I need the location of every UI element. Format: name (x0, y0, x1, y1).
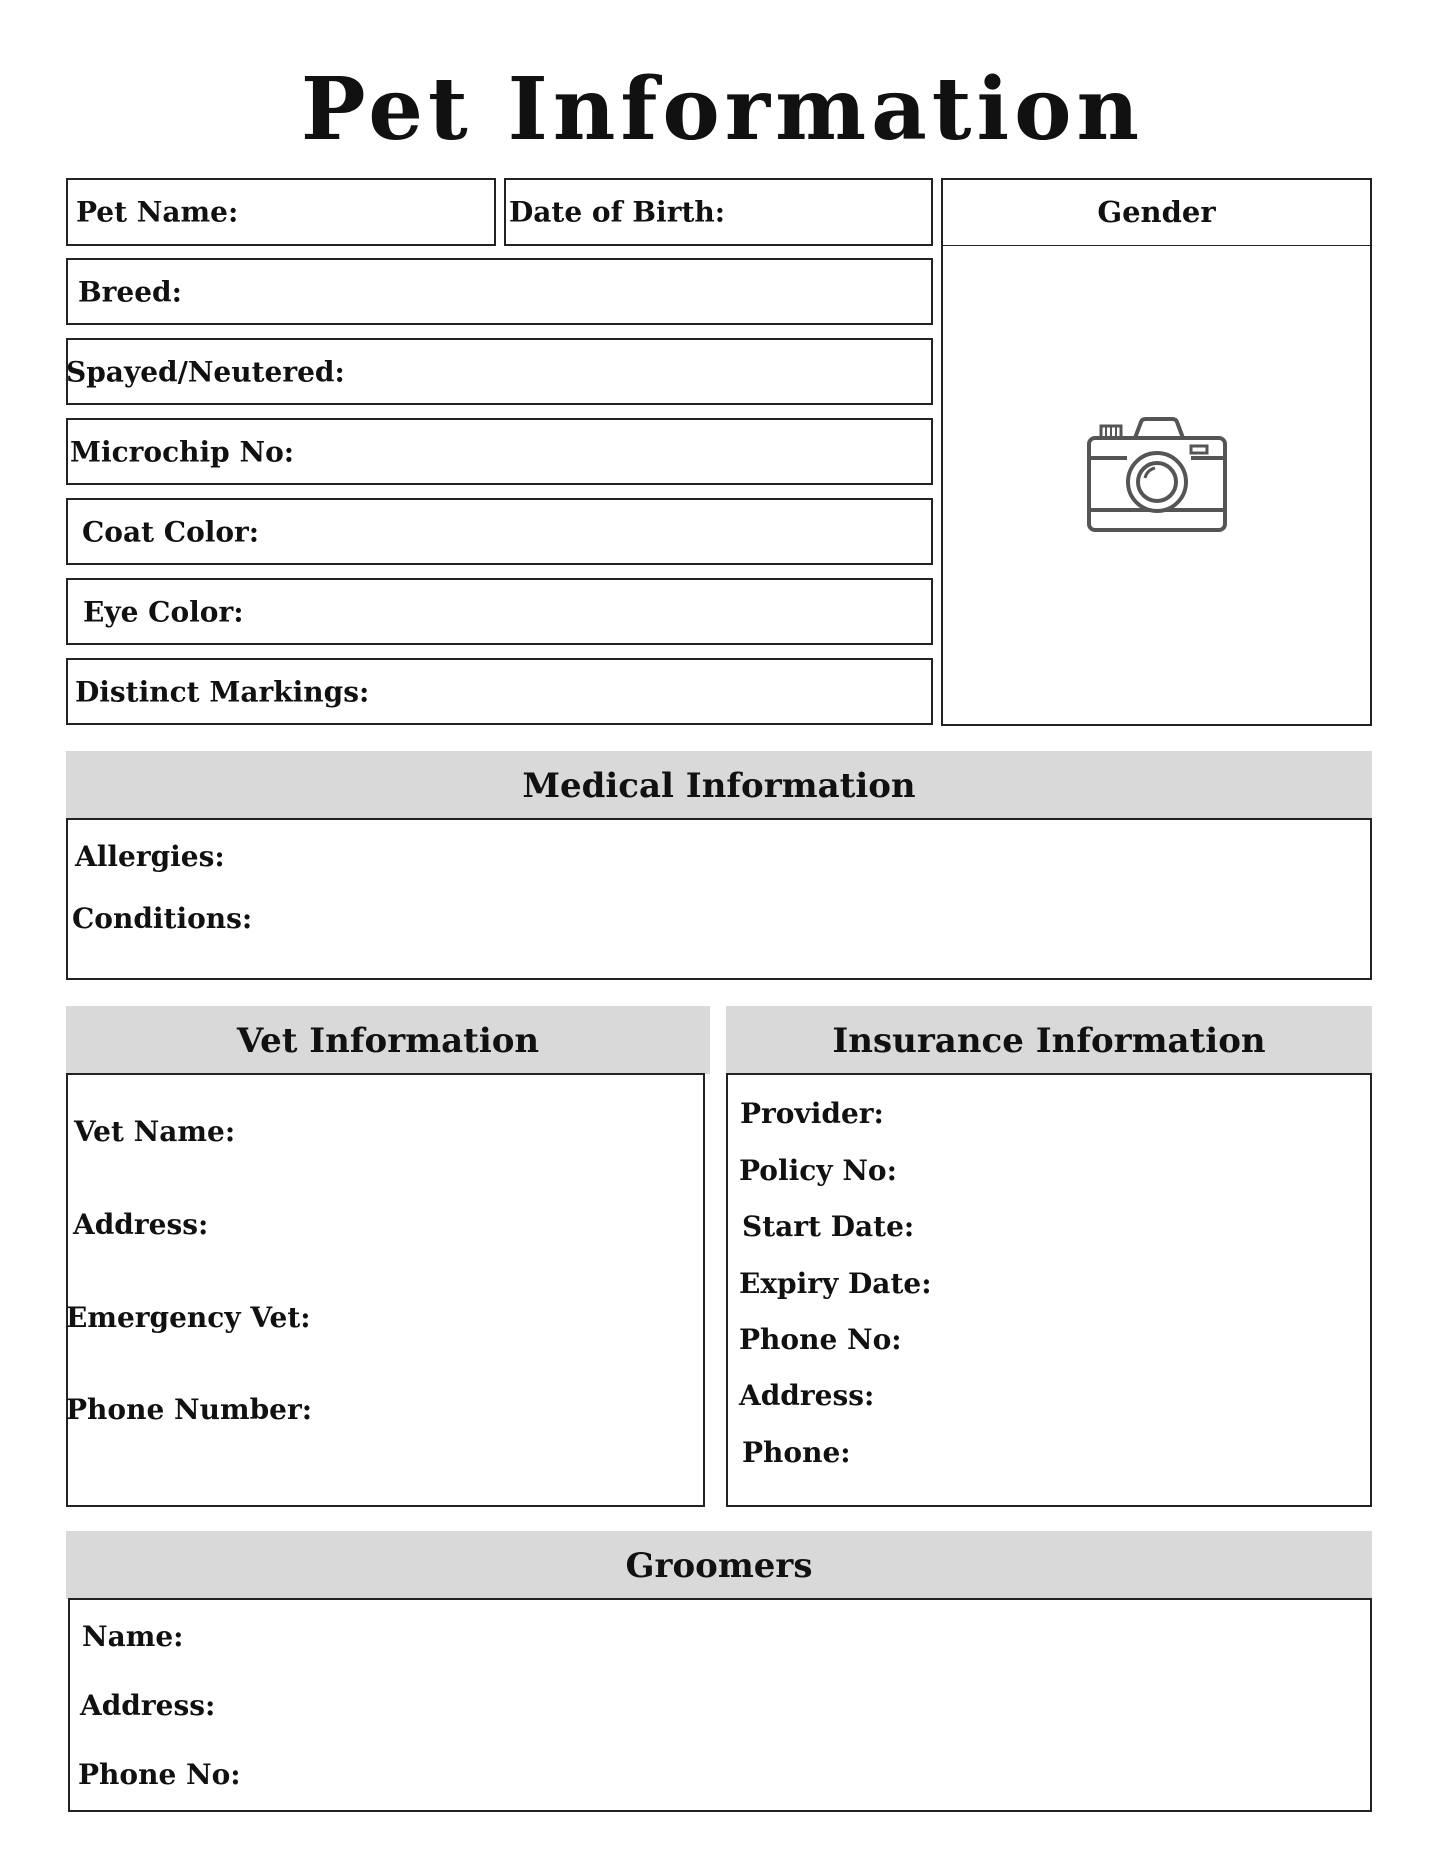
conditions-label: Conditions: (72, 902, 253, 935)
breed-label: Breed: (78, 275, 182, 308)
camera-icon (1087, 416, 1229, 534)
vet-information-box[interactable] (66, 1073, 705, 1507)
policy-no-label: Policy No: (739, 1154, 897, 1187)
allergies-label: Allergies: (75, 840, 225, 873)
expiry-date-label: Expiry Date: (739, 1267, 932, 1300)
vet-phone-number-label: Phone Number: (66, 1393, 313, 1426)
spayed-neutered-field[interactable] (66, 338, 933, 405)
microchip-no-field[interactable] (66, 418, 933, 485)
pet-name-field[interactable] (66, 178, 496, 246)
pet-name-label: Pet Name: (76, 195, 239, 229)
insurance-phone-no-label: Phone No: (739, 1323, 902, 1356)
distinct-markings-field[interactable] (66, 658, 933, 725)
insurance-address-label: Address: (739, 1379, 875, 1412)
date-of-birth-label: Date of Birth: (509, 195, 726, 229)
gender-header: Gender (941, 178, 1372, 248)
groomers-header: Groomers (66, 1531, 1372, 1599)
insurance-information-header: Insurance Information (726, 1006, 1372, 1074)
groomer-phone-no-label: Phone No: (78, 1758, 241, 1791)
groomer-address-label: Address: (80, 1689, 216, 1722)
vet-information-header: Vet Information (66, 1006, 710, 1074)
insurance-information-box[interactable] (726, 1073, 1372, 1507)
vet-name-label: Vet Name: (74, 1115, 236, 1148)
groomers-box[interactable] (68, 1598, 1372, 1812)
eye-color-label: Eye Color: (83, 595, 244, 628)
insurance-phone-label: Phone: (742, 1436, 851, 1469)
breed-field[interactable] (66, 258, 933, 325)
medical-information-box[interactable] (66, 818, 1372, 980)
page-title: Pet Information (300, 59, 1145, 160)
microchip-no-label: Microchip No: (70, 435, 295, 468)
distinct-markings-label: Distinct Markings: (75, 675, 370, 708)
date-of-birth-field[interactable] (504, 178, 933, 246)
provider-label: Provider: (740, 1097, 884, 1130)
start-date-label: Start Date: (742, 1210, 915, 1243)
medical-information-header: Medical Information (66, 751, 1372, 819)
coat-color-field[interactable] (66, 498, 933, 565)
emergency-vet-label: Emergency Vet: (66, 1301, 311, 1334)
eye-color-field[interactable] (66, 578, 933, 645)
spayed-neutered-label: Spayed/Neutered: (66, 355, 345, 388)
coat-color-label: Coat Color: (82, 515, 260, 548)
pet-photo-box[interactable] (941, 246, 1372, 726)
groomer-name-label: Name: (82, 1620, 184, 1653)
vet-address-label: Address: (73, 1208, 209, 1241)
